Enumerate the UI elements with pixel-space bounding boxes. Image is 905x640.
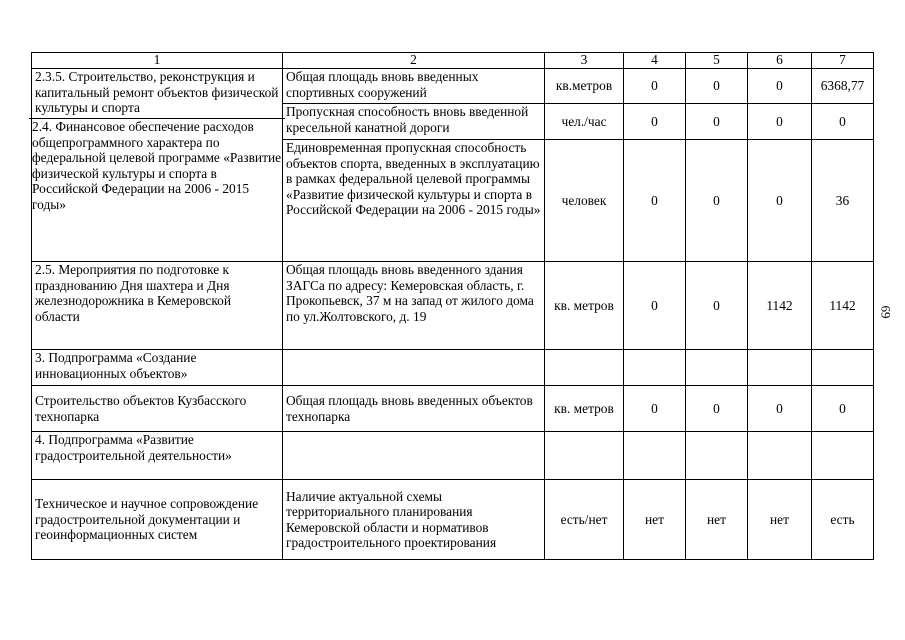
table-row bbox=[32, 386, 874, 432]
unit: есть/нет bbox=[545, 480, 624, 560]
column-header-5: 5 bbox=[686, 53, 748, 69]
value-col7: 0 bbox=[812, 386, 874, 432]
value-col7: 36 bbox=[812, 140, 874, 262]
value-col7: 6368,77 bbox=[812, 69, 874, 104]
unit: кв. метров bbox=[545, 386, 624, 432]
value-col4: 0 bbox=[624, 386, 686, 432]
value-col6: 0 bbox=[748, 140, 812, 262]
value-col5: 0 bbox=[686, 386, 748, 432]
indicator-name: Общая площадь вновь введенного здания ЗАГСа по адресу: Кемеровская область, г. Прокопьевск, 37 м на запад от жилого дома по ул.Жолтовского, д. 19 bbox=[283, 262, 545, 350]
column-header-7: 7 bbox=[812, 53, 874, 69]
column-header-2: 2 bbox=[283, 53, 545, 69]
value-col5: 0 bbox=[686, 69, 748, 104]
indicator-name: Пропускная способность вновь введенной кресельной канатной дороги bbox=[283, 104, 545, 140]
value-col4: 0 bbox=[624, 140, 686, 262]
table-header-row bbox=[32, 53, 874, 69]
table-row bbox=[32, 350, 874, 386]
subprogram-title: 4. Подпрограмма «Развитие градостроительной деятельности» bbox=[32, 432, 283, 480]
value-col5: 0 bbox=[686, 104, 748, 140]
indicators-table bbox=[31, 52, 874, 560]
measure-name: Техническое и научное сопровождение градостроительной документации и геоинформационных систем bbox=[32, 480, 283, 560]
table-row bbox=[32, 432, 874, 480]
value-col4: 0 bbox=[624, 262, 686, 350]
measure-name: Строительство объектов Кузбасского технопарка bbox=[32, 386, 283, 432]
unit: кв. метров bbox=[545, 262, 624, 350]
value-col5: нет bbox=[686, 480, 748, 560]
measure-name: 2.3.5. Строительство, реконструкция и капитальный ремонт объектов физической культуры и спорта bbox=[35, 69, 279, 115]
column-header-4: 4 bbox=[624, 53, 686, 69]
unit: человек bbox=[545, 140, 624, 262]
unit: чел./час bbox=[545, 104, 624, 140]
column-header-3: 3 bbox=[545, 53, 624, 69]
indicator-name: Общая площадь вновь введенных спортивных сооружений bbox=[283, 69, 545, 104]
value-col6: 0 bbox=[748, 386, 812, 432]
value-col6: 0 bbox=[748, 69, 812, 104]
value-col6: нет bbox=[748, 480, 812, 560]
value-col7: есть bbox=[812, 480, 874, 560]
value-col4: 0 bbox=[624, 104, 686, 140]
unit: кв.метров bbox=[545, 69, 624, 104]
indicator-name: Наличие актуальной схемы территориального планирования Кемеровской области и нормативов градостроительного проектирования bbox=[283, 480, 545, 560]
measure-name: 2.5. Мероприятия по подготовке к празднованию Дня шахтера и Дня железнодорожника в Кемеровской области bbox=[32, 262, 283, 350]
column-header-1: 1 bbox=[32, 53, 283, 69]
value-col4: нет bbox=[624, 480, 686, 560]
value-col7: 0 bbox=[812, 104, 874, 140]
table-row bbox=[32, 69, 874, 104]
measure-name: 2.4. Финансовое обеспечение расходов общепрограммного характера по федеральной целевой программе «Развитие физической культуры и спорта в Российской Федерации на 2006 - 2015 годы» bbox=[29, 118, 285, 212]
table-row bbox=[32, 262, 874, 350]
column-header-6: 6 bbox=[748, 53, 812, 69]
indicator-name: Единовременная пропускная способность объектов спорта, введенных в эксплуатацию в рамках федеральной целевой программы «Развитие физической культуры и спорта в Российской Федерации на 2006 - 2015 годы» bbox=[283, 140, 545, 262]
value-col5: 0 bbox=[686, 140, 748, 262]
value-col6: 1142 bbox=[748, 262, 812, 350]
indicator-name: Общая площадь вновь введенных объектов технопарка bbox=[283, 386, 545, 432]
value-col5: 0 bbox=[686, 262, 748, 350]
value-col7: 1142 bbox=[812, 262, 874, 350]
table-row bbox=[32, 480, 874, 560]
measure-cell bbox=[32, 69, 283, 262]
value-col6: 0 bbox=[748, 104, 812, 140]
subprogram-title: 3. Подпрограмма «Создание инновационных объектов» bbox=[32, 350, 283, 386]
value-col4: 0 bbox=[624, 69, 686, 104]
page-number: 69 bbox=[878, 305, 894, 319]
